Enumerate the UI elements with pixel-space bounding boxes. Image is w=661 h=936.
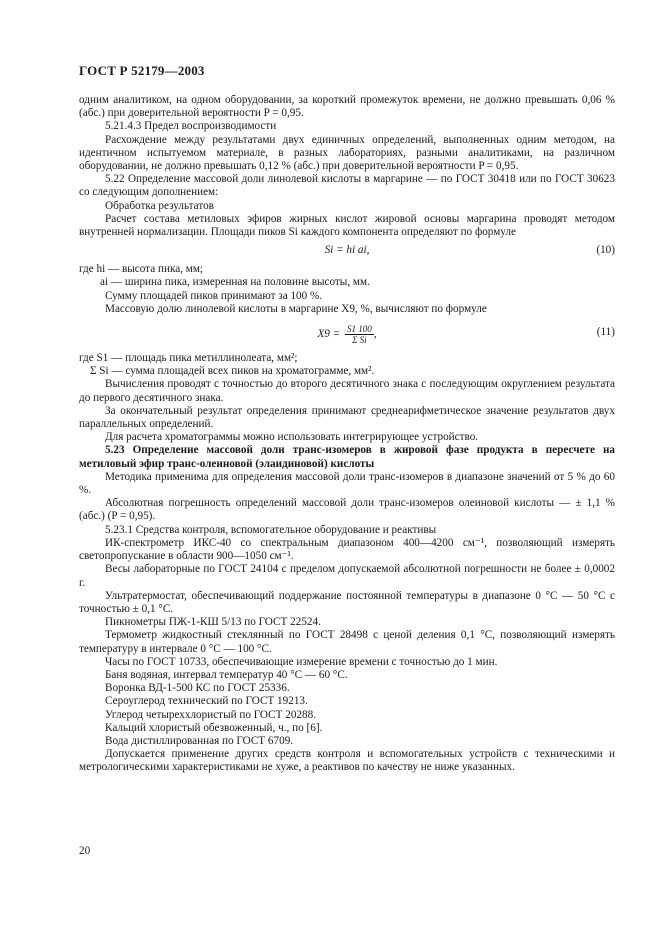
list-item: Часы по ГОСТ 10733, обеспечивающие измерение времени с точностью до 1 мин. [105,655,498,668]
formula-11 [79,318,615,350]
formula-10 [79,241,615,261]
list-item: Воронка ВД-1-500 КС по ГОСТ 25336. [105,682,290,695]
list-item: Ультратермостат, обеспечивающий поддержание постоянной температуры в диапазоне 0 °С — 50 °С с точностью ± 0,1 °С. [79,589,615,615]
formula-lhs: X9 = [317,328,341,341]
paragraph: Методика применима для определения массовой доли транс-изомеров в диапазоне значений от 5 % до 60 %. [79,470,615,497]
definition-line: где hi — высота пика, мм; [79,263,204,276]
list-item: Термометр жидкостный стеклянный по ГОСТ 28498 с ценой деления 0,1 °С, позволяющий измерять температуру в интервале 0 °С — 100 °С. [79,629,615,655]
definition-line: где S1 — площадь пика метиллинолеата, мм²; [79,352,298,365]
formula-expression: Si = hi ai, [324,244,370,257]
list-item: Баня водяная, интервал температур 40 °С — 60 °С. [105,668,348,681]
definition-line: Σ Si — сумма площадей всех пиков на хроматограмме, мм². [90,365,375,378]
paragraph: Допускается применение других средств контроля и вспомогательных устройств с техническими и метрологическими характеристиками не хуже, а реактивов по качеству не ниже указанных. [79,748,615,774]
formula-expression [79,324,615,345]
list-item: Весы лабораторные по ГОСТ 24104 с пределом допускаемой абсолютной погрешности не более ± 0,0002 г. [79,563,615,589]
formula-number: (11) [596,326,615,339]
section-heading: 5.23 Определение массовой доли транс-изомеров в жировой фазе продукта в пересчете на метиловый эфир транс-олеиновой (элаидиновой) кислоты [79,444,615,470]
subheading: Обработка результатов [105,199,214,212]
document-body [79,94,615,775]
paragraph: Абсолютная погрешность определений массовой доли транс-изомеров олеиновой кислоты — ± 1,1 % (абс.) (P = 0,95). [79,497,615,523]
formula-end: , [373,328,377,341]
list-item: Вода дистиллированная по ГОСТ 6709. [105,734,294,747]
definition-line: ai — ширина пика, измеренная на половине высоты, мм. [100,276,370,289]
section-heading: 5.22 Определение массовой доли линолевой кислоты в маргарине — по ГОСТ 30418 или по ГОСТ 30623 со следующим дополнением: [79,173,615,199]
list-item: Углерод четыреххлористый по ГОСТ 20288. [105,708,317,721]
subsection-heading: 5.23.1 Средства контроля, вспомогательное оборудование и реактивы [105,523,437,536]
subsection-heading: 5.21.4.3 Предел воспроизводимости [105,120,277,133]
paragraph: Расхождение между результатами двух единичных определений, выполненных одним методом, на идентичном испытуемом материале, в разных лабораториях, разными аналитиками, на различном оборудовании, не должно превышать 0,12 % (абс.) при доверительной вероятности P = 0,95. [79,133,615,173]
formula-fraction [345,324,374,345]
paragraph: Расчет состава метиловых эфиров жирных кислот жировой основы маргарина проводят методом внутренней нормализации. Площади пиков Si каждого компонента определяют по формуле [79,212,615,239]
formula-number: (10) [596,244,615,257]
paragraph: За окончательный результат определения принимают среднеарифметическое значение результатов двух параллельных определений. [79,404,615,431]
paragraph: одним аналитиком, на одном оборудовании, за короткий промежуток времени, не должно превышать 0,06 % (абс.) при доверительной вероятности P = 0,95. [79,94,615,120]
page-header: ГОСТ Р 52179—2003 [79,63,205,78]
paragraph: Сумму площадей пиков принимают за 100 %. [105,289,323,302]
paragraph: Вычисления проводят с точностью до второго десятичного знака с последующим округлением результата до первого десятичного знака. [79,378,615,404]
paragraph: Массовую долю линолевой кислоты в маргарине X9, %, вычисляют по формуле [105,302,487,315]
list-item: Пикнометры ПЖ-1-КШ 5/13 по ГОСТ 22524. [105,616,321,629]
list-item: Кальций хлористый обезвоженный, ч., по [6]. [105,721,323,734]
list-item: Сероуглерод технический по ГОСТ 19213. [105,695,308,708]
paragraph: Для расчета хроматограммы можно использовать интегрирующее устройство. [105,431,479,444]
fraction-numerator: S1 100 [347,324,372,335]
fraction-denominator: Σ Si [352,335,367,346]
page-number: 20 [79,845,91,857]
list-item: ИК-спектрометр ИКС-40 со спектральным диапазоном 400—4200 см⁻¹, позволяющий измерять светопропускание в области 900—1050 см⁻¹. [79,536,615,563]
